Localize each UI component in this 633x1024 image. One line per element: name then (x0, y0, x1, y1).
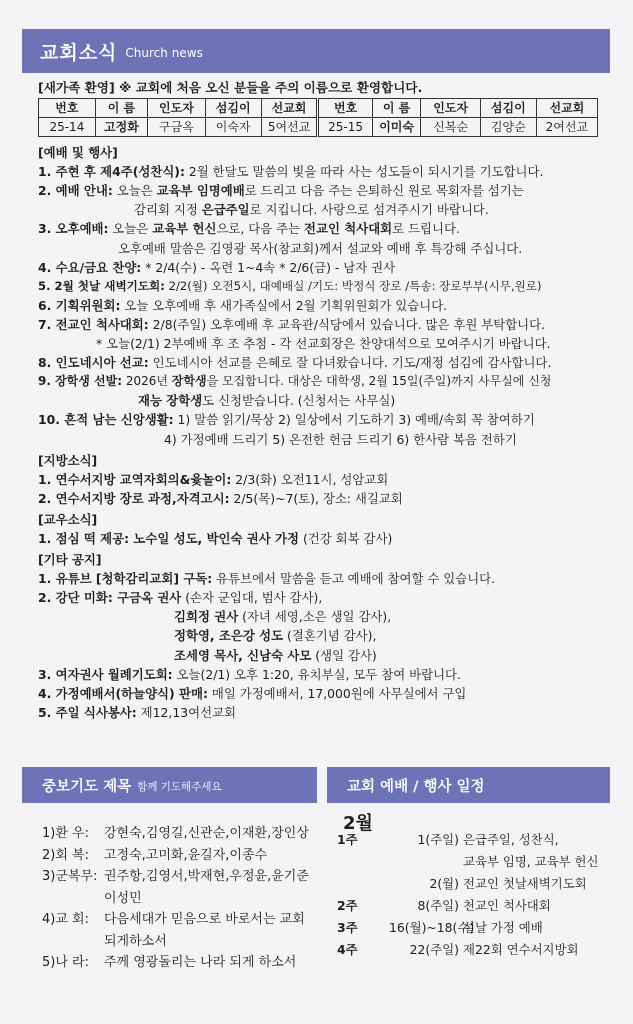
table-header-row (39, 99, 598, 118)
new-family-table (38, 98, 598, 137)
notice-line: 4. 가정예배서(하늘양식) 판매: 매일 가정예배서, 17,000원에 사무실에서 구입 (38, 685, 467, 701)
schedule-month: 2월 (343, 813, 373, 834)
table-header-cell: 이 름 (372, 99, 421, 118)
table-header-cell: 번호 (39, 99, 96, 118)
other-heading: [기타 공지] (38, 552, 102, 568)
table-header-cell: 인도자 (148, 99, 206, 118)
events-heading: [예배 및 행사] (38, 145, 118, 161)
event-line: 7. 전교인 척사대회: 2/8(주일) 오후예배 후 교육관/식당에서 있습니다. 많은 후원 부탁합니다. (38, 316, 546, 332)
prayer-subtitle: 함께 기도해주세요 (137, 780, 222, 793)
prayer-item: 2)회 복: 고정숙,고미화,윤길자,이종수 (42, 847, 268, 863)
district-line: 2. 연수서지방 장로 과정,자격고시: 2/5(목)~7(토), 장소: 새길교회 (38, 490, 403, 506)
table-cell: 신복순 (421, 118, 480, 137)
table-header-cell: 번호 (318, 99, 372, 118)
schedule-row: 1주 1(주일) 은급주일, 성찬식, (337, 832, 559, 847)
table-header-cell: 섬김이 (205, 99, 261, 118)
schedule-row: 2주 8(주일) 천교인 척사대회 (337, 898, 551, 913)
prayer-list (42, 823, 312, 974)
prayer-item: 5)나 라: 주께 영광돌리는 나라 되게 하소서 (42, 955, 297, 970)
table-header-cell: 이 름 (95, 99, 147, 118)
event-line: 3. 오후예배: 오늘은 교육부 헌신으로, 다음 주는 전교인 척사대회로 드립니다. (38, 221, 460, 237)
district-heading: [지방소식] (38, 452, 98, 468)
event-line: 1. 주현 후 제4주(성찬식): 2월 한달도 말씀의 빛을 따라 사는 성도들이 되시기를 기도합니다. (38, 164, 544, 180)
event-line: 10. 흔적 남는 신앙생활: 1) 말씀 읽기/묵상 2) 일상에서 기도하기 3) 예배/속회 꼭 참여하기 (38, 412, 535, 428)
event-line: 재능 장학생도 신청받습니다. (신청서는 사무실) (138, 393, 396, 409)
notice-line: 2. 강단 미화: 구금옥 권사 (손자 군입대, 범사 감사), (38, 590, 323, 606)
notice-line: 1. 유튜브 [청학감리교회] 구독: 유튜브에서 말씀을 듣고 예배에 참여할 수 있습니다. (38, 571, 496, 587)
welcome-intro: [새가족 환영] ※ 교회에 처음 오신 분들을 주의 이름으로 환영합니다. (38, 80, 423, 95)
table-cell: 25-15 (318, 118, 372, 137)
table-cell: 5여선교 (261, 118, 318, 137)
table-header-cell: 선교회 (536, 99, 597, 118)
event-line: 9. 장학생 선발: 2026년 장학생을 모집합니다. 대상은 대학생, 2월 15일(주일)까지 사무실에 신청 (38, 374, 552, 389)
table-header-cell: 인도자 (421, 99, 480, 118)
event-line: * 오늘(2/1) 2부예배 후 조 추첨 - 각 선교회장은 찬양대석으로 모여주시기 바랍니다. (96, 336, 551, 352)
event-line: 감리회 지정 은급주일로 지킵니다. 사랑으로 섬겨주시기 바랍니다. (134, 202, 489, 218)
banner-subtitle: Church news (125, 46, 203, 60)
event-line: 5. 2월 첫날 새벽기도회: 2/2(월) 오전5시, 대예배실 /기도: 박정식 장로 /특송: 장로부부(시무,원로) (38, 278, 542, 293)
schedule-row: 4주 22(주일) 제22회 연수서지방회 (337, 942, 579, 957)
table-cell: 이미숙 (372, 118, 421, 137)
banner-title: 교회소식 (40, 41, 118, 64)
news-content (38, 76, 598, 722)
prayer-item: 3)군복무: 권주항,김영서,박재현,우정윤,윤기준 이성민 (42, 869, 309, 906)
table-cell: 고정화 (95, 118, 147, 137)
church-news-banner (22, 29, 610, 73)
event-line: 4) 가정예배 드리기 5) 온전한 헌금 드리기 6) 한사람 복음 전하기 (164, 431, 517, 447)
event-line: 6. 기획위원회: 오늘 오후예배 후 새가족실에서 2월 기획위원회가 있습니다. (38, 297, 448, 313)
prayer-item: 1)환 우: 강현숙,김영길,신관순,이재환,장인상 (42, 826, 309, 841)
schedule-row: 교육부 임명, 교육부 헌신 (463, 854, 599, 869)
members-line: 1. 점심 떡 제공: 노수일 성도, 박인숙 권사 가정 (건강 회복 감사) (38, 530, 393, 546)
notice-line: 조세영 목사, 신남숙 사모 (생일 감사) (174, 647, 377, 663)
table-row (39, 118, 598, 137)
table-cell: 이숙자 (205, 118, 261, 137)
event-line: 2. 예배 안내: 오늘은 교육부 임명예배로 드리고 다음 주는 은퇴하신 원로 목회자를 섬기는 (38, 183, 524, 199)
prayer-item: 4)교 회: 다음세대가 믿음으로 바로서는 교회 되게하소서 (42, 912, 305, 949)
notice-line: 5. 주일 식사봉사: 제12,13여선교회 (38, 704, 236, 720)
table-cell: 2여선교 (536, 118, 597, 137)
event-line: 4. 수요/금요 찬양: * 2/4(수) - 옥련 1~4속 * 2/6(금) - 남자 권사 (38, 259, 396, 275)
schedule-title: 교회 예배 / 행사 일정 (347, 778, 485, 795)
members-heading: [교우소식] (38, 511, 98, 527)
notice-line: 3. 여자권사 월례기도회: 오늘(2/1) 오후 1:20, 유치부실, 모두 참여 바랍니다. (38, 666, 461, 682)
table-cell: 김양순 (480, 118, 536, 137)
prayer-header (22, 767, 317, 803)
schedule-header (327, 767, 610, 803)
notice-line: 정학영, 조은강 성도 (결혼기념 감사), (174, 628, 377, 644)
prayer-section (22, 767, 317, 970)
event-line: 오후예배 말씀은 김영광 목사(참교회)께서 설교와 예배 후 특강해 주십니다. (118, 240, 523, 256)
table-cell: 25-14 (39, 118, 96, 137)
schedule-list (337, 829, 607, 961)
schedule-row: 3주 16(월)~18(수) 설날 가정 예배 (337, 920, 543, 935)
event-line: 8. 인도네시아 선교: 인도네시아 선교를 은혜로 잘 다녀왔습니다. 기도/재정 섬김에 감사합니다. (38, 355, 552, 371)
district-line: 1. 연수서지방 교역자회의&윷놀이: 2/3(화) 오전11시, 성암교회 (38, 471, 389, 487)
schedule-section (327, 767, 610, 957)
table-header-cell: 선교회 (261, 99, 318, 118)
notice-line: 김희정 권사 (자녀 세영,소은 생일 감사), (174, 609, 392, 625)
table-header-cell: 섬김이 (480, 99, 536, 118)
prayer-title: 중보기도 제목 (42, 778, 132, 795)
schedule-row: 2(월) 전교인 첫날새벽기도회 (429, 876, 587, 891)
table-cell: 구금옥 (148, 118, 206, 137)
